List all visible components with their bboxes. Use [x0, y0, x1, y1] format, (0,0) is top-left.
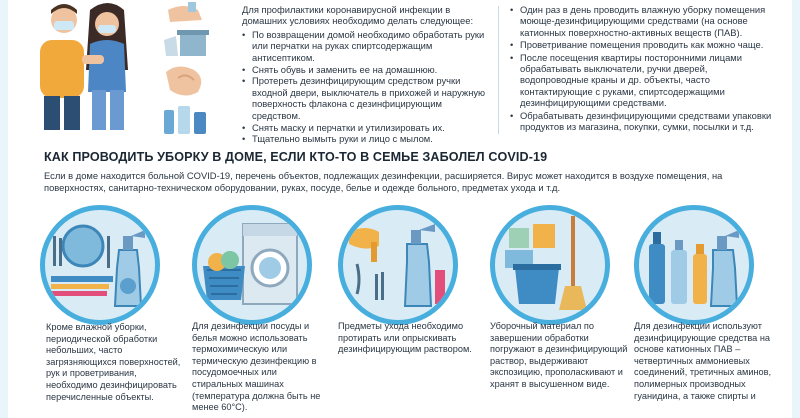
prevention-column-left — [242, 4, 490, 145]
section-description: Если в доме находится больной COVID-19, перечень объектов, подлежащих дезинфекции, расширяется. Вирус может находится в воздухе помещения, на поверхностях, санитарно-техническом оборудовании, руках, посуде, белье и одежде больного, предметах ухода и т.д. — [44, 170, 723, 193]
list-item: • Один раз в день проводить влажную уборку помещения моюще-дезинфицирующими средствами (на основе катионных поверхностно-активных веществ (ПАВ). — [510, 4, 772, 38]
list-item: • Обрабатывать дезинфицирующими средствами упаковки продуктов из магазина, покупки, сумки, посылки и т.д. — [510, 110, 772, 133]
trash-bin-icon — [164, 30, 209, 56]
washing-hands-icon — [166, 66, 201, 95]
list-item: • По возвращении домой необходимо обработать руки или перчатки на руках спиртсодержащим антисептиком. — [242, 29, 490, 63]
dishes-spray-icon — [40, 205, 160, 325]
prevention-intro: Для профилактики коронавирусной инфекции в домашних условиях необходимо делать следующее: — [242, 4, 474, 27]
prevention-steps-illustration — [158, 0, 214, 140]
column-divider — [498, 6, 499, 134]
list-item: • Тщательно вымыть руки и лицо с мылом. — [242, 133, 490, 144]
personal-care-items-icon — [338, 205, 458, 325]
list-item: • Проветривание помещения проводить как можно чаще. — [510, 39, 772, 50]
prevention-column-right — [510, 4, 772, 133]
cleaning-bottles-icon — [164, 106, 206, 134]
masked-couple-illustration — [32, 0, 142, 130]
list-item: • Снять маску и перчатки и утилизировать их. — [242, 122, 490, 133]
section-heading: КАК ПРОВОДИТЬ УБОРКУ В ДОМЕ, ЕСЛИ КТО-ТО В СЕМЬЕ ЗАБОЛЕЛ COVID-19 — [44, 150, 548, 164]
tip-caption: Предметы ухода необходимо протирать или опрыскивать дезинфицирующим раствором. — [338, 321, 472, 355]
prevention-right-list — [510, 4, 772, 132]
tip-caption: Для дезинфекции посуды и белья можно использовать термохимическую или термическую дезинфекцию в посудомоечных или стиральных машинах (температура должна быть не менее 60°C). — [192, 321, 321, 413]
cleaning-supplies-icon — [490, 205, 610, 325]
hand-sanitizer-icon — [168, 2, 202, 22]
disinfectant-bottles-icon — [634, 205, 754, 325]
tip-caption: Для дезинфекции используют дезинфицирующие средства на основе катионных ПАВ – четвертичных аммониевых соединений, третичных аминов, полимерных производных гуанидина, а также спирты и — [634, 321, 772, 401]
washing-machine-icon — [192, 205, 312, 325]
tip-caption: Кроме влажной уборки, периодической обработки небольших, часто загрязняющихся поверхностей, рук и проветривания, необходимо дезинфицировать перечисленные объекты. — [46, 322, 181, 402]
tip-caption: Уборочный материал по завершении обработки погружают в дезинфицирующий раствор, выдерживают экспозицию, прополаскивают и хранят в высушенном виде. — [490, 321, 628, 389]
list-item: • Снять обувь и заменить ее на домашнюю. — [242, 64, 490, 75]
list-item: • Протереть дезинфицирующим средством ручки входной двери, выключатель в прихожей и наружную поверхность флакона с дезинфицирующим средством. — [242, 75, 490, 121]
left-edge-strip — [0, 0, 8, 418]
right-edge-strip — [792, 0, 800, 418]
list-item: • После посещения квартиры посторонними лицами обрабатывать выключатели, ручки дверей, водопроводные краны и др. объекты, часто контактирующие с руками, спиртсодержащими дезинфицирующими средствами. — [510, 52, 772, 109]
prevention-left-list — [242, 29, 490, 145]
